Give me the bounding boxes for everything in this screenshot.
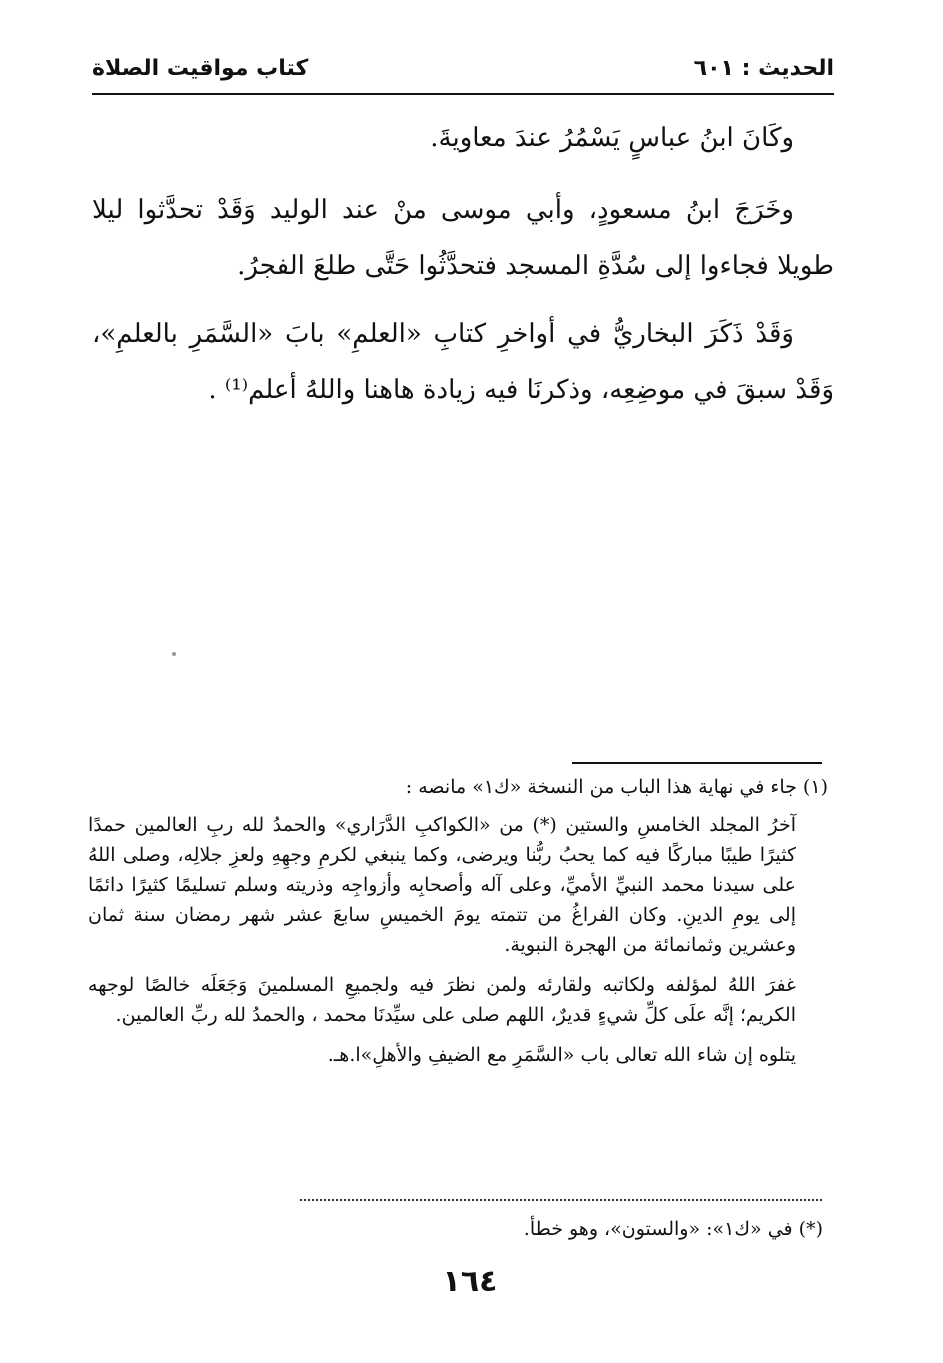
star-note: (*) في «ك١»: «والستون»، وهو خطأ.	[523, 1218, 823, 1240]
header-divider	[92, 93, 834, 95]
footnote-intro: (١) جاء في نهاية هذا الباب من النسخة «ك١» مانصه :	[405, 776, 828, 798]
footnotes	[88, 772, 828, 1080]
footnote-next-chapter: يتلوه إن شاء الله تعالى باب «السَّمَرِ مع الضيفِ والأهلِ»ا.هـ.	[327, 1044, 796, 1066]
footnote-prayer: غفرَ اللهُ لمؤلفه ولكاتبه ولقارئه ولمن نظرَ فيه ولجميعِ المسلمينَ وَجَعَلَه خالصًا لوجهه الكريم؛ إنَّه علَى كلِّ شيءٍ قديرٌ، اللهم صلى على سيِّدنَا محمد ، والحمدُ لله ربِّ العالمين.	[88, 974, 796, 1026]
footnote-divider	[572, 762, 822, 764]
hadith-number-label: الحديث : ٦٠١	[693, 56, 834, 81]
star-note-divider	[300, 1199, 822, 1201]
page-number: ١٦٤	[442, 1264, 498, 1299]
paragraph: وَقَدْ ذَكَرَ البخاريُّ في أواخرِ كتابِ «العلمِ» بابَ «السَّمَرِ بالعلمِ»، وَقَدْ سبقَ في موضِعِه، وذكرنَا فيه زيادة هاهنا واللهُ أعلم⁽¹⁾ .	[92, 319, 834, 405]
running-header	[92, 56, 834, 92]
scan-speck	[172, 652, 176, 656]
book-title: كتاب مواقيت الصلاة	[92, 56, 309, 81]
paragraph: وخَرَجَ ابنُ مسعودٍ، وأبي موسى منْ عند الوليد وَقَدْ تحدَّثوا ليلا طويلا فجاءوا إلى سُدَّةِ المسجد فتحدَّثُوا حَتَّى طلعَ الفجرُ.	[92, 195, 834, 281]
footnote-colophon: آخرُ المجلد الخامسِ والستين (*) من «الكواكبِ الدَّرَاري» والحمدُ لله ربِ العالمين حمدًا كثيرًا طيبًا مباركًا فيه كما يحبُ ربُّنا ويرضى، وكما ينبغي لكرمِ وجهِهِ ولعزِ جلالِه، وصلى اللهُ على سيدنا محمد النبيِّ الأميِّ، وعلى آله وأصحابِه وأزواجِه وذريته وسلم تسليمًا كثيرًا دائمًا إلى يومِ الدينِ. وكان الفراغُ من تتمته يومَ الخميسِ سابعَ عشر شهر رمضان سنة ثمان وعشرين وثمانمائة من الهجرة النبوية.	[88, 814, 796, 956]
main-text	[92, 110, 834, 430]
paragraph: وكَانَ ابنُ عباسٍ يَسْمُرُ عندَ معاويةَ.	[430, 123, 794, 153]
